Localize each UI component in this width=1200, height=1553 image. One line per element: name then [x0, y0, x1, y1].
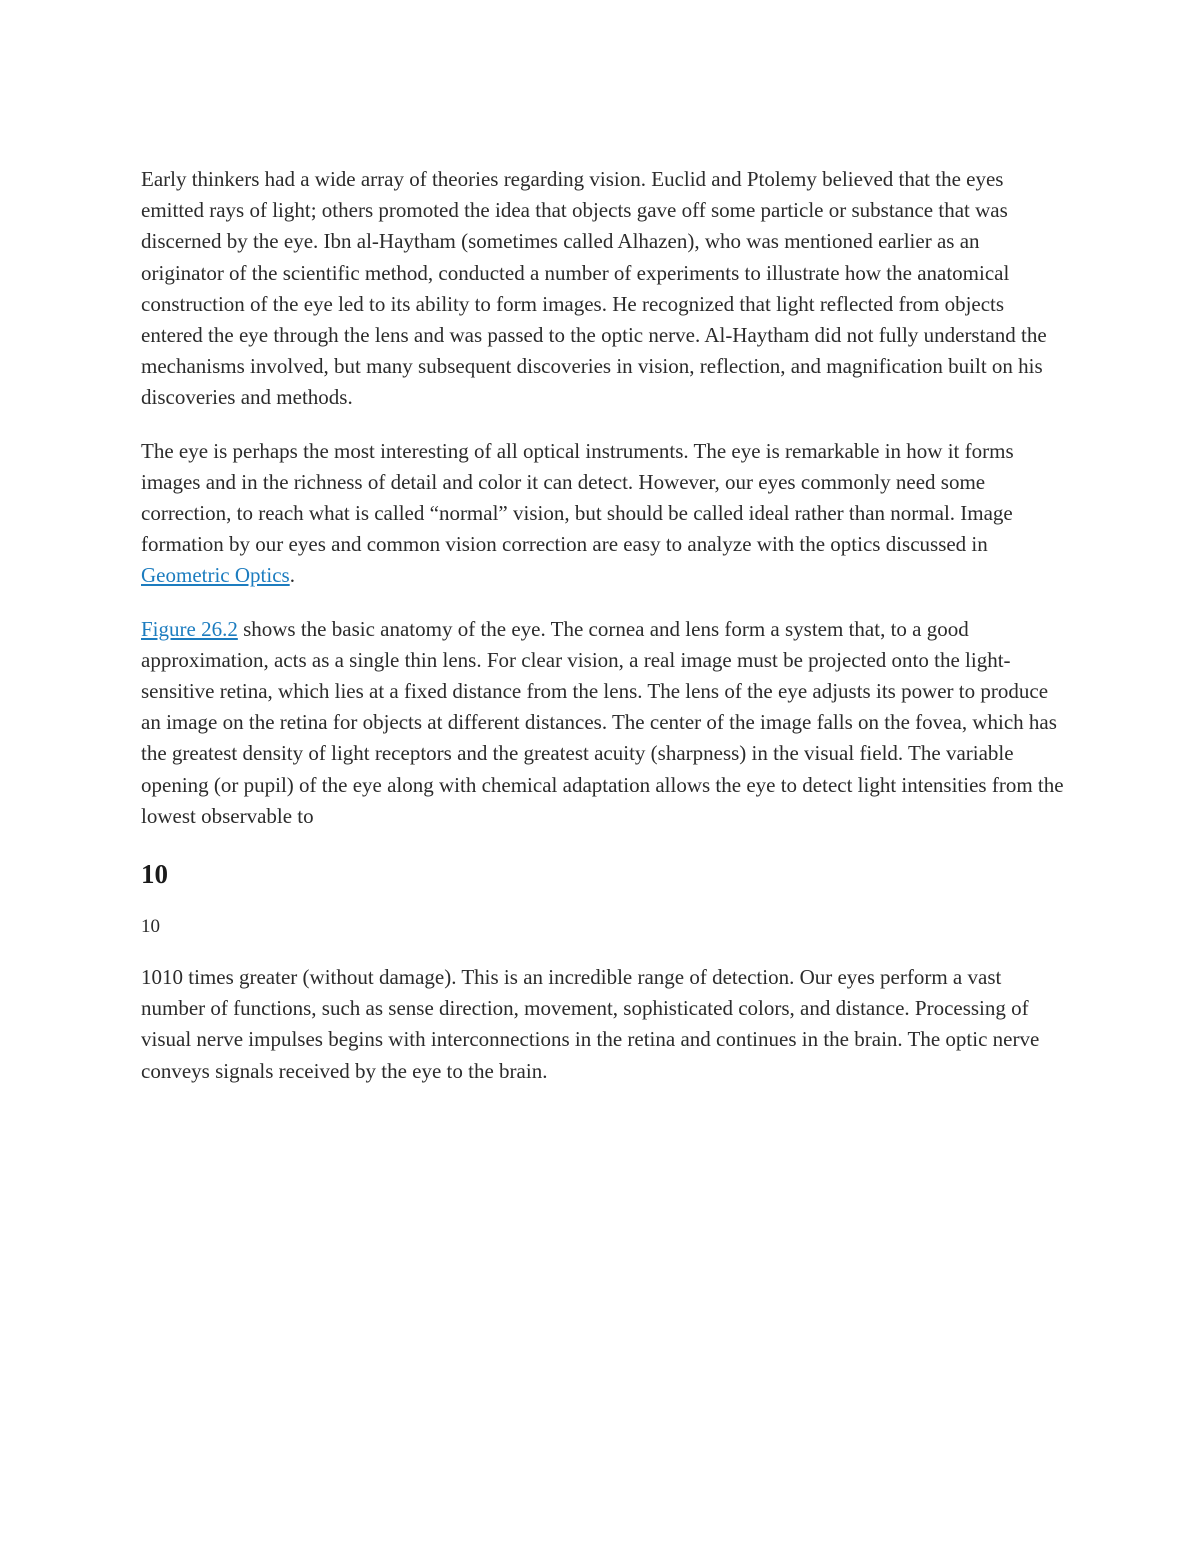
geometric-optics-link[interactable]: Geometric Optics	[141, 563, 290, 588]
exponent-base-small: 10	[141, 916, 160, 938]
paragraph-eye-instrument-text: The eye is perhaps the most interesting of all optical instruments. The eye is remarkable in how it forms images and in the richness of detail and color it can detect. However, our eyes commonly need some correction, to reach what is called “normal” vision, but should be called ideal rather than normal. Image formation by our eyes and common vision correction are easy to analyze with the optics discussed in	[141, 438, 1014, 557]
paragraph-early-thinkers: Early thinkers had a wide array of theories regarding vision. Euclid and Ptolemy believed that the eyes emitted rays of light; others promoted the idea that objects gave off some particle or substance that was discerned by the eye. Ibn al-Haytham (sometimes called Alhazen), who was mentioned earlier as an originator of the scientific method, conducted a number of experiments to illustrate how the anatomical construction of the eye led to its ability to form images. He recognized that light reflected from objects entered the eye through the lens and was passed to the optic nerve. Al-Haytham did not fully understand the mechanisms involved, but many subsequent discoveries in vision, reflection, and magnification built on his discoveries and methods.	[141, 167, 1047, 410]
paragraph-detection-range: 1010 times greater (without damage). This is an incredible range of detection. Our eyes perform a vast number of functions, such as sense direction, movement, sophisticated colors, and distance. Processing of visual nerve impulses begins with interconnections in the retina and continues in the brain. The optic nerve conveys signals received by the eye to the brain.	[141, 965, 1040, 1083]
paragraph-eye-anatomy-text: shows the basic anatomy of the eye. The cornea and lens form a system that, to a good approximation, acts as a single thin lens. For clear vision, a real image must be projected onto the light-sensitive retina, which lies at a fixed distance from the lens. The lens of the eye adjusts its power to produce an image on the retina for objects at different distances. The center of the image falls on the fovea, which has the greatest density of light receptors and the greatest acuity (sharpness) in the visual field. The variable opening (or pupil) of the eye along with chemical adaptation allows the eye to detect light intensities from the lowest observable to	[141, 616, 1064, 828]
paragraph-eye-instrument	[141, 436, 1066, 592]
paragraph-end-period: .	[289, 563, 295, 588]
figure-26-2-link[interactable]: Figure 26.2	[141, 616, 238, 641]
exponent-base-large: 10	[141, 859, 168, 890]
document-body	[141, 164, 1066, 1087]
paragraph-eye-anatomy	[141, 614, 1066, 832]
